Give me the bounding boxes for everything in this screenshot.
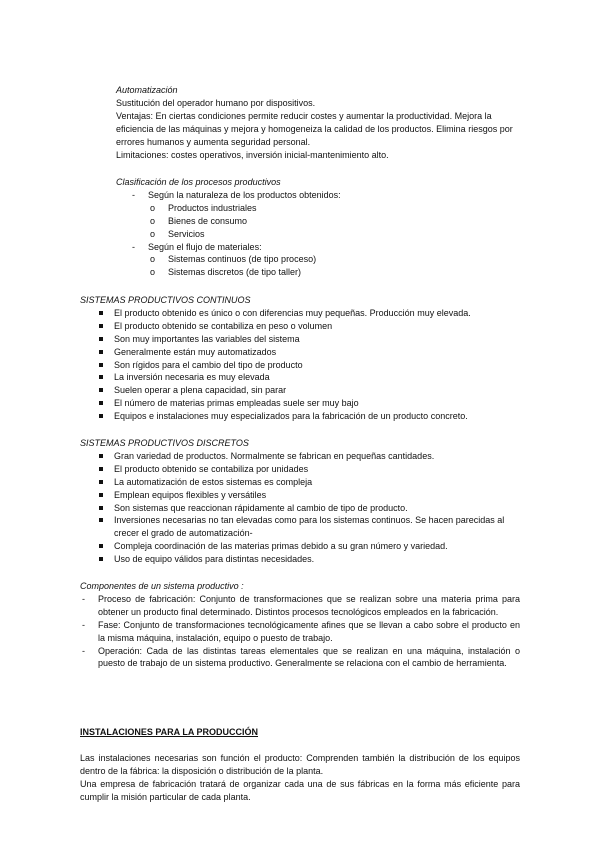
bullet-marker	[99, 363, 103, 367]
list-item: - Según el flujo de materiales: o Sistemas continuos (de tipo proceso) o Sistemas discretos (de tipo taller)	[148, 241, 520, 280]
automatizacion-heading: Automatización	[116, 85, 178, 95]
circle-marker: o	[150, 202, 156, 213]
circle-marker: o	[150, 267, 156, 278]
list-item: Compleja coordinación de las materias primas debido a su gran número y variedad.	[114, 540, 525, 553]
list-item: La automatización de estos sistemas es compleja	[114, 476, 525, 489]
clasificacion-list	[132, 189, 520, 279]
discretos-section	[80, 437, 525, 566]
automatizacion-section	[116, 84, 520, 161]
list-item: - Operación: Cada de las distintas tareas elementales que se realizan en una máquina, instalación o puesto de trabajo de un sistema productivo. Generalmente se relaciona con el cambio de herramienta.	[82, 645, 520, 669]
bullet-marker	[99, 454, 103, 458]
list-item: o Productos industriales	[150, 202, 257, 213]
instalaciones-heading: INSTALACIONES PARA LA PRODUCCIÓN	[80, 727, 259, 737]
list-item: o Sistemas discretos (de tipo taller)	[150, 267, 302, 278]
list-item: o Sistemas continuos (de tipo proceso)	[150, 254, 317, 265]
list-item: Generalmente están muy automatizados	[114, 346, 525, 359]
componentes-list	[82, 593, 520, 670]
list-item: Son sistemas que reaccionan rápidamente al cambio de tipo de producto.	[114, 502, 525, 515]
list-item: - Proceso de fabricación: Conjunto de transformaciones que se realizan sobre una materia prima para obtener un producto final determinado. Distintos procesos tecnológicos empleados en la fabricación.	[82, 593, 520, 617]
continuos-heading: SISTEMAS PRODUCTIVOS CONTINUOS	[80, 295, 251, 305]
list-item: La inversión necesaria es muy elevada	[114, 371, 525, 384]
bullet-marker	[99, 480, 103, 484]
automatizacion-line: Sustitución del operador humano por dispositivos.	[116, 97, 316, 108]
list-item: o Bienes de consumo	[150, 215, 248, 226]
componentes-section	[80, 580, 520, 670]
list-item: Uso de equipo válidos para distintas necesidades.	[114, 553, 525, 566]
sublist	[150, 202, 520, 241]
list-item: - Fase: Conjunto de transformaciones tecnológicamente afines que se llevan a cabo sobre el producto en la misma máquina, instalación, equipo o puesto de trabajo.	[82, 619, 520, 643]
clasificacion-heading: Clasificación de los procesos productivos	[116, 177, 281, 187]
instalaciones-section	[80, 726, 520, 804]
bullet-marker	[99, 350, 103, 354]
circle-marker: o	[150, 228, 156, 239]
bullet-marker	[99, 467, 103, 471]
bullet-marker	[99, 375, 103, 379]
list-item: Son rígidos para el cambio del tipo de producto	[114, 359, 525, 372]
bullet-marker	[99, 388, 103, 392]
componentes-heading: Componentes de un sistema productivo :	[80, 581, 244, 591]
list-item: El producto obtenido se contabiliza en peso o volumen	[114, 320, 525, 333]
list-item: El número de materias primas empleadas suele ser muy bajo	[114, 397, 525, 410]
bullet-marker	[99, 324, 103, 328]
list-item: Inversiones necesarias no tan elevadas como para los sistemas continuos. Se hacen parecidas al crecer el grado de automatización-	[114, 514, 525, 540]
bullet-marker	[99, 337, 103, 341]
instalaciones-paragraph: Las instalaciones necesarias son función el producto: Comprenden también la distribución de los equipos dentro de la fábrica: la disposición o distribución de la planta.	[80, 752, 520, 776]
bullet-marker	[99, 414, 103, 418]
bullet-marker	[99, 311, 103, 315]
dash-marker: -	[132, 241, 135, 252]
bullet-marker	[99, 493, 103, 497]
circle-marker: o	[150, 215, 156, 226]
continuos-section	[80, 294, 525, 423]
bullet-marker	[99, 401, 103, 405]
dash-marker: -	[82, 593, 85, 604]
list-item: Gran variedad de productos. Normalmente se fabrican en pequeñas cantidades.	[114, 450, 525, 463]
bullet-marker	[99, 557, 103, 561]
sublist	[150, 253, 520, 279]
discretos-list	[114, 450, 525, 566]
list-item: Son muy importantes las variables del sistema	[114, 333, 525, 346]
automatizacion-ventajas: Ventajas: En ciertas condiciones permite reducir costes y aumentar la productividad. Mejora la eficiencia de las máquinas y mejora y homogeneiza la calidad de los productos. Elimina riesgos por errores humanos y aumenta seguridad personal.	[116, 110, 513, 147]
discretos-heading: SISTEMAS PRODUCTIVOS DISCRETOS	[80, 438, 249, 448]
instalaciones-paragraph: Una empresa de fabricación tratará de organizar cada una de sus fábricas en la forma más eficiente para cumplir la misión particular de cada planta.	[80, 778, 520, 802]
list-item: Equipos e instalaciones muy especializados para la fabricación de un producto concreto.	[114, 410, 525, 423]
bullet-marker	[99, 506, 103, 510]
list-item: El producto obtenido se contabiliza por unidades	[114, 463, 525, 476]
list-item: Suelen operar a plena capacidad, sin parar	[114, 384, 525, 397]
dash-marker: -	[132, 189, 135, 200]
automatizacion-limitaciones: Limitaciones: costes operativos, inversión inicial-mantenimiento alto.	[116, 149, 389, 160]
continuos-list	[114, 307, 525, 423]
list-item: - Según la naturaleza de los productos obtenidos: o Productos industriales o Bienes de consumo o Servicios	[148, 189, 520, 241]
circle-marker: o	[150, 254, 156, 265]
dash-marker: -	[82, 645, 85, 656]
list-item: o Servicios	[150, 228, 205, 239]
bullet-marker	[99, 518, 103, 522]
bullet-marker	[99, 544, 103, 548]
list-item: El producto obtenido es único o con diferencias muy pequeñas. Producción muy elevada.	[114, 307, 525, 320]
clasificacion-section	[116, 176, 520, 279]
list-item: Emplean equipos flexibles y versátiles	[114, 489, 525, 502]
dash-marker: -	[82, 619, 85, 630]
